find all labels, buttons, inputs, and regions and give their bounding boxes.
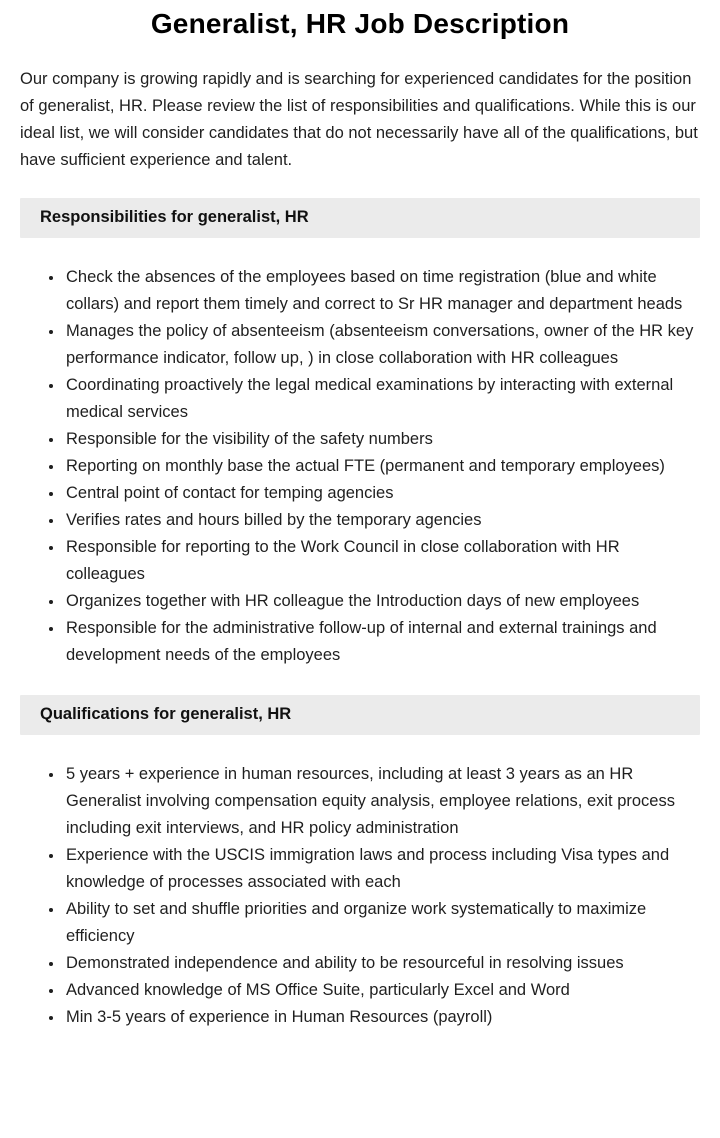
list-item: • Advanced knowledge of MS Office Suite, particularly Excel and Word [64, 977, 700, 1004]
intro-paragraph: Our company is growing rapidly and is searching for experienced candidates for the position of generalist, HR. Please review the list of responsibilities and qualifications. While this is our ideal list, we will consider candidates that do not necessarily have all of the qualifications, but have sufficient experience and talent. [20, 70, 698, 169]
list-item: • Responsible for the visibility of the safety numbers [64, 426, 700, 453]
responsibilities-section [20, 198, 700, 669]
list-item: • Coordinating proactively the legal medical examinations by interacting with external medical services [64, 372, 700, 426]
list-item: • Check the absences of the employees based on time registration (blue and white collars) and report them timely and correct to Sr HR manager and department heads [64, 264, 700, 318]
responsibilities-list [20, 264, 700, 669]
qualifications-section [20, 695, 700, 1031]
list-item: • Responsible for reporting to the Work Council in close collaboration with HR colleagues [64, 534, 700, 588]
page-title: Generalist, HR Job Description [150, 8, 570, 39]
list-item: • Responsible for the administrative follow-up of internal and external trainings and development needs of the employees [64, 615, 700, 669]
list-item: • Ability to set and shuffle priorities and organize work systematically to maximize efficiency [64, 896, 700, 950]
list-item: • Min 3-5 years of experience in Human Resources (payroll) [64, 1004, 700, 1031]
list-item: • Demonstrated independence and ability to be resourceful in resolving issues [64, 950, 700, 977]
list-item: • Reporting on monthly base the actual FTE (permanent and temporary employees) [64, 453, 700, 480]
qualifications-list [20, 761, 700, 1031]
list-item: • Organizes together with HR colleague the Introduction days of new employees [64, 588, 700, 615]
list-item: • Verifies rates and hours billed by the temporary agencies [64, 507, 700, 534]
list-item: • 5 years + experience in human resources, including at least 3 years as an HR Generalist involving compensation equity analysis, employee relations, exit process including exit interviews, and HR policy administration [64, 761, 700, 842]
list-item: • Manages the policy of absenteeism (absenteeism conversations, owner of the HR key performance indicator, follow up, ) in close collaboration with HR colleagues [64, 318, 700, 372]
list-item: • Experience with the USCIS immigration laws and process including Visa types and knowledge of processes associated with each [64, 842, 700, 896]
list-item: • Central point of contact for temping agencies [64, 480, 700, 507]
responsibilities-heading: Responsibilities for generalist, HR [20, 198, 700, 238]
qualifications-heading: Qualifications for generalist, HR [20, 695, 700, 735]
